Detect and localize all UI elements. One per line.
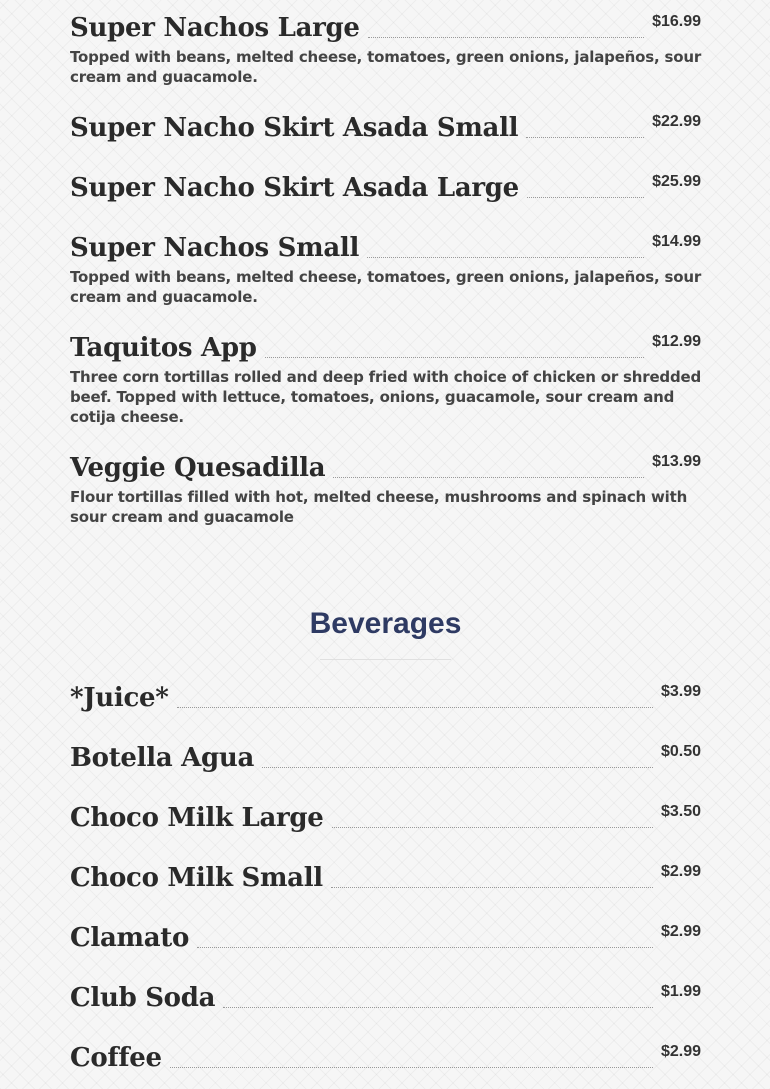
menu-item-header	[70, 169, 701, 207]
menu-item-header	[70, 679, 701, 717]
menu-item	[70, 979, 701, 1017]
menu-item-name: Super Nachos Large	[70, 13, 360, 43]
menu-item	[70, 679, 701, 717]
menu-item-header	[70, 859, 701, 897]
dot-leader	[368, 36, 644, 38]
menu-item-description: Three corn tortillas rolled and deep fried with choice of chicken or shredded beef. Topped with lettuce, tomatoes, onions, guacamole, sour cream and cotija cheese.	[70, 368, 701, 426]
menu-item-name: Super Nachos Small	[70, 233, 360, 263]
menu-item	[70, 919, 701, 957]
menu-item-header	[70, 329, 701, 367]
menu-item-name: Taquitos App	[70, 333, 257, 363]
menu-item-name: Clamato	[70, 923, 190, 953]
dot-leader	[170, 1066, 653, 1068]
menu-item-header	[70, 739, 701, 777]
dot-leader	[527, 196, 644, 198]
menu-item-header	[70, 919, 701, 957]
menu-item-header	[70, 1039, 701, 1077]
menu-item	[70, 109, 701, 147]
menu-item-description: Flour tortillas filled with hot, melted cheese, mushrooms and spinach with sour cream and guacamole	[70, 488, 688, 526]
dot-leader	[177, 706, 653, 708]
menu-item	[70, 1039, 701, 1077]
dot-leader	[526, 136, 644, 138]
menu-item-header	[70, 229, 701, 267]
menu-item	[70, 229, 701, 307]
menu-item-name: Super Nacho Skirt Asada Small	[70, 113, 519, 143]
menu-item-price: $0.50	[660, 743, 701, 760]
menu-item-header	[70, 9, 701, 47]
menu-item-header	[70, 109, 701, 147]
section-divider	[320, 659, 451, 660]
menu-item-name: Super Nacho Skirt Asada Large	[70, 173, 519, 203]
menu-item-description: Topped with beans, melted cheese, tomatoes, green onions, jalapeños, sour cream and guacamole.	[70, 48, 702, 86]
menu-item	[70, 449, 701, 527]
menu-item-description: Topped with beans, melted cheese, tomatoes, green onions, jalapeños, sour cream and guacamole.	[70, 268, 702, 306]
dot-leader	[332, 826, 653, 828]
menu-item-price: $14.99	[652, 233, 701, 250]
menu-item	[70, 739, 701, 777]
menu-item-header	[70, 979, 701, 1017]
menu-item	[70, 859, 701, 897]
menu-item-price: $12.99	[652, 333, 701, 350]
menu-item-name: Choco Milk Small	[70, 863, 323, 893]
dot-leader	[265, 356, 644, 358]
menu-item-header	[70, 799, 701, 837]
dot-leader	[223, 1006, 653, 1008]
menu-item-price: $3.50	[660, 803, 701, 820]
dot-leader	[331, 886, 653, 888]
menu-item-header	[70, 449, 701, 487]
menu-item-price: $3.99	[660, 683, 701, 700]
menu-item-price: $2.99	[660, 863, 701, 880]
menu-item-price: $1.99	[660, 983, 701, 1000]
menu-item	[70, 329, 701, 427]
dot-leader	[197, 946, 653, 948]
menu-item-price: $16.99	[652, 13, 701, 30]
menu-item-price: $2.99	[660, 1043, 701, 1060]
menu-item	[70, 9, 701, 87]
dot-leader	[262, 766, 653, 768]
menu-item-price: $22.99	[652, 113, 701, 130]
dot-leader	[333, 476, 644, 478]
menu-item-name: Veggie Quesadilla	[70, 453, 326, 483]
menu-item	[70, 799, 701, 837]
menu-item-name: Botella Agua	[70, 743, 255, 773]
menu-item-name: Club Soda	[70, 983, 216, 1013]
menu-item-price: $2.99	[660, 923, 701, 940]
dot-leader	[367, 256, 644, 258]
menu-item-price: $13.99	[652, 453, 701, 470]
section-title-beverages: Beverages	[309, 607, 462, 640]
menu-item-name: Coffee	[70, 1043, 162, 1073]
menu-item	[70, 169, 701, 207]
menu-item-name: Choco Milk Large	[70, 803, 324, 833]
menu-item-name: *Juice*	[70, 683, 169, 713]
menu-item-price: $25.99	[652, 173, 701, 190]
